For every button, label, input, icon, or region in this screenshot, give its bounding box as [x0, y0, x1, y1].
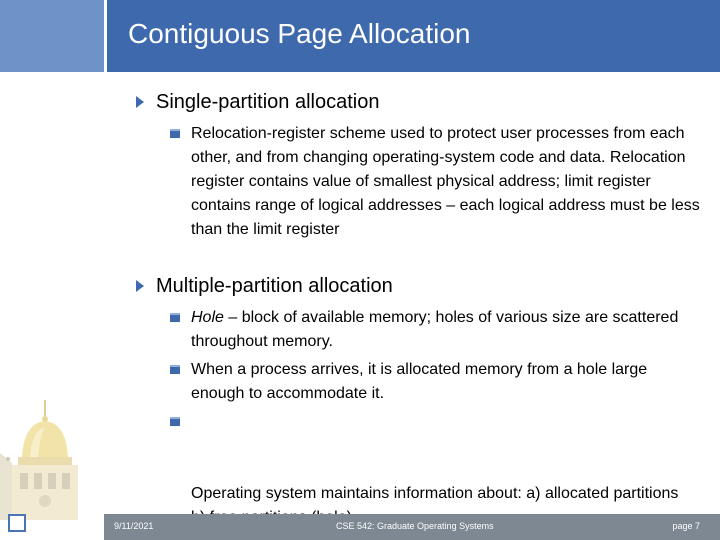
title-rule — [0, 72, 720, 74]
square-bullet-icon — [170, 365, 180, 374]
hole-term: Hole — [191, 309, 224, 326]
section-heading-label: Single-partition allocation — [156, 91, 380, 113]
triangle-right-icon — [136, 280, 144, 292]
bullet-item — [170, 122, 700, 242]
hole-definition: – block of available memory; holes of various size are scattered throughout memory. — [191, 309, 679, 350]
bullet-text: Relocation-register scheme used to protect user processes from each other, and from changing operating-system code and data. Relocation register contains value of smallest physical address; limit register contains range of logical addresses – each logical address must be less than the limit register — [191, 125, 700, 238]
square-bullet-icon — [170, 129, 180, 138]
section-heading-label: Multiple-partition allocation — [156, 275, 393, 297]
bullet-text: Operating system maintains information about: a) allocated partitions — [191, 485, 679, 502]
title-separator — [104, 0, 107, 72]
footer-date: 9/11/2021 — [114, 521, 154, 531]
bullet-item — [170, 306, 700, 354]
left-accent-strip — [0, 0, 104, 72]
corner-box — [8, 514, 26, 532]
square-bullet-icon — [170, 313, 180, 322]
bullet-item — [170, 358, 700, 406]
bullet-text — [191, 306, 700, 354]
footer-bar — [104, 514, 720, 540]
square-bullet-icon — [170, 417, 180, 426]
slide-title: Contiguous Page Allocation — [128, 18, 471, 49]
bullet-text: When a process arrives, it is allocated memory from a hole large enough to accommodate it. — [191, 361, 648, 402]
footer-page: page 7 — [672, 521, 700, 531]
triangle-right-icon — [136, 96, 144, 108]
golden-dome-icon — [0, 395, 104, 520]
footer-course: CSE 542: Graduate Operating Systems — [336, 521, 494, 531]
